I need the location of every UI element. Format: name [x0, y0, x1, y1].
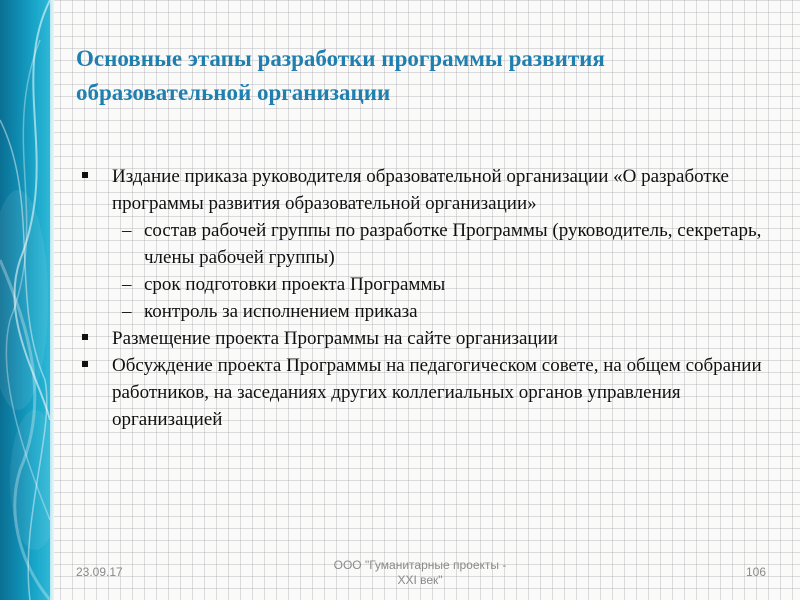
sub-item-text: срок подготовки проекта Программы — [144, 274, 446, 295]
decorative-side-band — [0, 0, 50, 600]
square-bullet-icon — [82, 334, 88, 340]
page-number: 106 — [745, 565, 766, 579]
footer-organization-line-1: ООО "Гуманитарные проекты - — [333, 558, 507, 572]
bullet-text: Размещение проекта Программы на сайте организации — [112, 328, 558, 349]
square-bullet-icon — [82, 172, 88, 178]
slide-title: Основные этапы разработки программы развития образовательной организации — [76, 46, 605, 105]
sub-item-deadline — [80, 271, 770, 298]
sub-item-text: состав рабочей группы по разработке Программы (руководитель, секретарь, члены рабочей группы) — [144, 220, 762, 268]
sub-item-control — [80, 298, 770, 325]
dash-marker: – — [122, 274, 132, 295]
bullet-item-website — [80, 325, 770, 352]
side-band-edge — [50, 0, 54, 600]
sub-item-working-group — [80, 217, 770, 271]
bullet-item-discussion — [80, 352, 770, 433]
dash-marker: – — [122, 301, 132, 322]
bullet-text: Издание приказа руководителя образовательной организации «О разработке программы развития образовательной организации» — [112, 166, 729, 214]
slide-content — [80, 163, 770, 433]
bullet-item-order — [80, 163, 770, 217]
dash-marker: – — [122, 220, 132, 241]
bullet-text: Обсуждение проекта Программы на педагогическом совете, на общем собрании работников, на заседаниях других коллегиальных органов управления организацией — [112, 355, 762, 430]
sub-item-text: контроль за исполнением приказа — [144, 301, 418, 322]
footer-organization-line-2: XXI век" — [397, 573, 443, 587]
wave-decoration-icon — [0, 0, 50, 600]
footer-organization — [300, 558, 540, 588]
square-bullet-icon — [82, 361, 88, 367]
footer-date: 23.09.17 — [76, 565, 123, 579]
